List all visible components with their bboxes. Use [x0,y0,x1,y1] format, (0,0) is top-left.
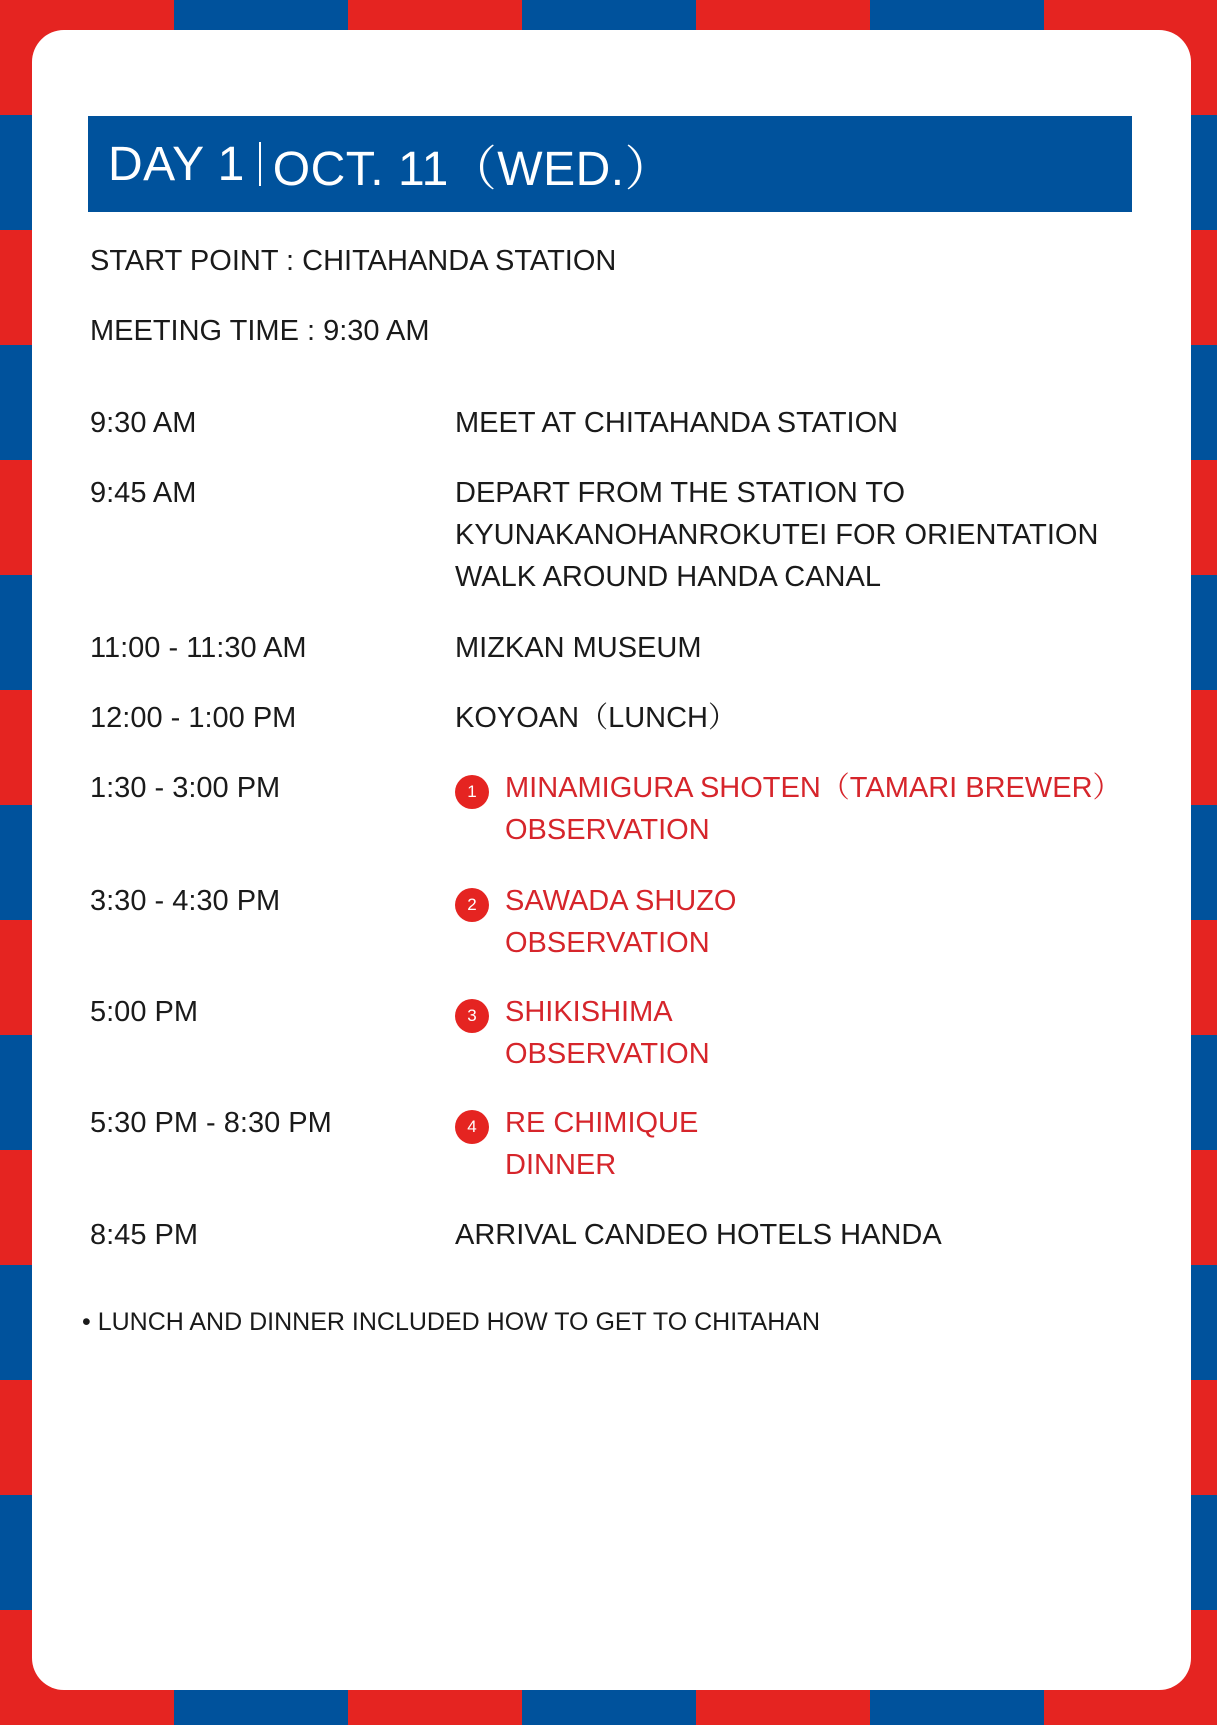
schedule-activity: DEPART FROM THE STATION TO KYUNAKANOHANROKUTEI FOR ORIENTATION WALK AROUND HANDA CANAL [455,477,1099,593]
schedule-activity: RE CHIMIQUE DINNER [505,1107,699,1181]
schedule-time: 11:00 - 11:30 AM [90,632,307,664]
schedule-time: 9:45 AM [90,477,197,509]
date-label: OCT. 11（WED.） [272,142,674,196]
schedule-activity: SHIKISHIMA OBSERVATION [505,996,710,1070]
meeting-time: MEETING TIME : 9:30 AM [90,315,430,347]
schedule-time: 5:30 PM - 8:30 PM [90,1107,332,1139]
schedule-time: 9:30 AM [90,407,197,439]
schedule-activity: MINAMIGURA SHOTEN（TAMARI BREWER） OBSERVATION [505,772,1122,846]
day-label: DAY 1 [108,137,245,191]
schedule-activity: MEET AT CHITAHANDA STATION [455,407,899,439]
schedule-activity: ARRIVAL CANDEO HOTELS HANDA [455,1219,942,1251]
schedule-time: 1:30 - 3:00 PM [90,772,281,804]
footnote: • LUNCH AND DINNER INCLUDED HOW TO GET TO CHITAHAN [82,1308,821,1336]
schedule-time: 5:00 PM [90,996,198,1028]
schedule-time: 3:30 - 4:30 PM [90,885,281,917]
schedule-time: 8:45 PM [90,1219,198,1251]
schedule-time: 12:00 - 1:00 PM [90,702,297,734]
schedule-activity: SAWADA SHUZO OBSERVATION [505,885,737,959]
stop-number-badge: 1 [455,775,489,809]
stop-number-badge: 3 [455,999,489,1033]
itinerary-card [32,30,1191,1690]
schedule-activity: KOYOAN（LUNCH） [455,702,737,734]
schedule-activity: MIZKAN MUSEUM [455,632,702,664]
start-point: START POINT : CHITAHANDA STATION [90,245,617,277]
day-header-banner [88,116,1132,212]
stop-number-badge: 4 [455,1110,489,1144]
stop-number-badge: 2 [455,888,489,922]
header-divider [259,142,261,186]
